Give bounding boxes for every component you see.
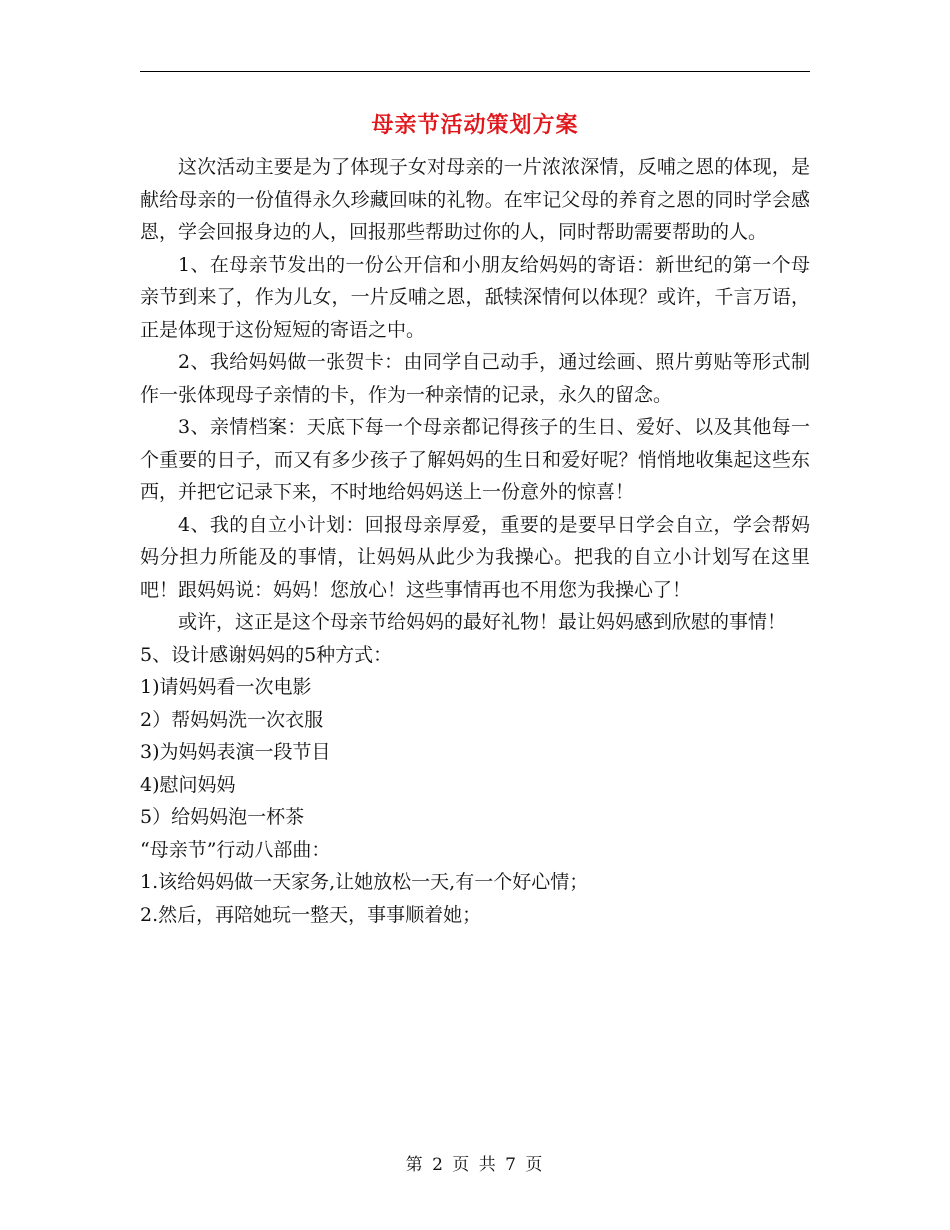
section-heading: “母亲节”行动八部曲：: [140, 838, 331, 861]
list-item: 1)请妈妈看一次电影: [140, 676, 312, 698]
list-item: 2）帮妈妈洗一次衣服: [140, 708, 324, 731]
step-item: 1.该给妈妈做一天家务,让她放松一天,有一个好心情；: [140, 871, 589, 893]
list-item: 3)为妈妈表演一段节目: [140, 741, 331, 763]
document-body: [140, 151, 810, 931]
page-number: 第 2 页 共 7 页: [405, 1155, 545, 1175]
item-2-paragraph: 2、我给妈妈做一张贺卡：由同学自己动手，通过绘画、照片剪贴等形式制作一张体现母子亲情的卡，作为一种亲情的记录，永久的留念。: [140, 351, 810, 406]
intro-paragraph: 这次活动主要是为了体现子女对母亲的一片浓浓深情，反哺之恩的体现，是献给母亲的一份值得永久珍藏回味的礼物。在牢记父母的养育之恩的同时学会感恩，学会回报身边的人，回报那些帮助过你的人，同时帮助需要帮助的人。: [140, 156, 810, 243]
list-item: 5）给妈妈泡一杯茶: [140, 806, 305, 828]
conclusion-paragraph: 或许，这正是这个母亲节给妈妈的最好礼物！最让妈妈感到欣慰的事情！: [178, 611, 787, 633]
document-title: 母亲节活动策划方案: [371, 112, 579, 138]
list-item: 4)慰问妈妈: [140, 773, 236, 796]
step-item: 2.然后，再陪她玩一整天，事事顺着她；: [140, 903, 482, 926]
item-4-paragraph: 4、我的自立小计划：回报母亲厚爱，重要的是要早日学会自立，学会帮妈妈分担力所能及的事情，让妈妈从此少为我操心。把我的自立小计划写在这里吧！跟妈妈说：妈妈！您放心！这些事情再也不用您为我操心了！: [140, 513, 810, 601]
header-rule: [140, 71, 810, 72]
item-3-paragraph: 3、亲情档案：天底下每一个母亲都记得孩子的生日、爱好、以及其他每一个重要的日子，而又有多少孩子了解妈妈的生日和爱好呢？悄悄地收集起这些东西，并把它记录下来，不时地给妈妈送上一份意外的惊喜！: [140, 416, 810, 503]
item-1-paragraph: 1、在母亲节发出的一份公开信和小朋友给妈妈的寄语：新世纪的第一个母亲节到来了，作为儿女，一片反哺之恩，舐犊深情何以体现？或许，千言万语，正是体现于这份短短的寄语之中。: [140, 253, 810, 341]
list-heading: 5、设计感谢妈妈的5种方式：: [140, 643, 393, 666]
